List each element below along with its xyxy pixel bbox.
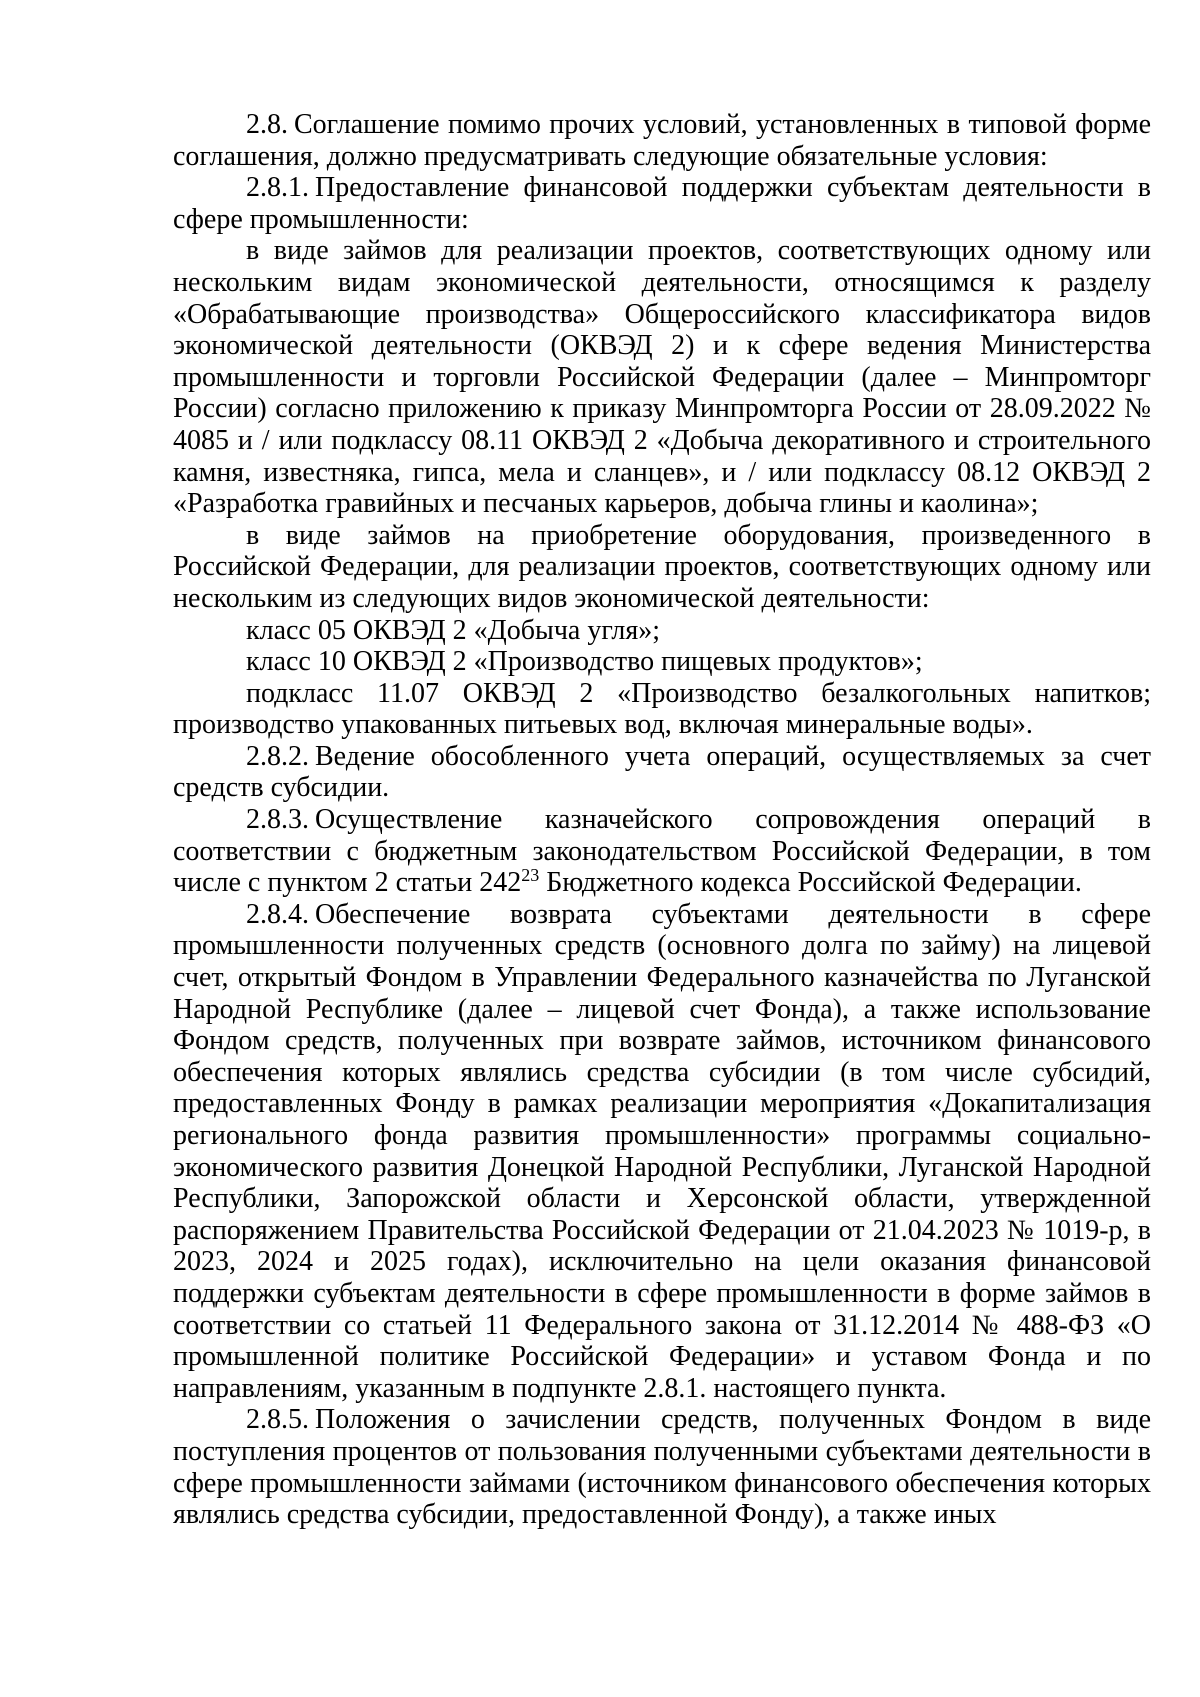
paragraph-text: Осуществление казначейского сопровождения операций в соответствии с бюджетным законодательством Российской Федерации, в том числе с пунктом 2 статьи 242	[173, 804, 1151, 899]
paragraph-text: Положения о зачислении средств, полученных Фондом в виде поступления процентов от пользования полученными субъектами деятельности в сфере промышленности займами (источником финансового обеспечения которых являлись средства субсидии, предоставленной Фонду), а также иных	[173, 1404, 1151, 1531]
paragraph-text: Обеспечение возврата субъектами деятельности в сфере промышленности полученных средств (основного долга по займу) на лицевой счет, открытый Фондом в Управлении Федерального казначейства по Луганской Народной Республике (далее – лицевой счет Фонда), а также использование Фондом средств, полученных при возврате займов, источником финансового обеспечения которых являлись средства субсидии (в том числе субсидий, предоставленных Фонду в рамках реализации мероприятия «Докапитализация регионального фонда развития промышленности» программы социально-экономического развития Донецкой Народной Республики, Луганской Народной Республики, Запорожской области и Херсонской области, утвержденной распоряжением Правительства Российской Федерации от 21.04.2023 № 1019-р, в 2023, 2024 и 2025 годах), исключительно на цели оказания финансовой поддержки субъектам деятельности в сфере промышленности в форме займов в соответствии со статьей 11 Федерального закона от 31.12.2014 № 488-ФЗ «О промышленной политике Российской Федерации» и уставом Фонда и по направлениям, указанным в подпункте 2.8.1. настоящего пункта.	[173, 898, 1151, 1404]
list-item-subclass-11-07	[173, 678, 1151, 741]
paragraph-number: 2.8.1.	[246, 172, 309, 204]
paragraph-text: Предоставление финансовой поддержки субъектам деятельности в сфере промышленности:	[173, 172, 1151, 235]
paragraph-2-8-4	[173, 899, 1151, 1405]
paragraph-number: 2.8.3.	[246, 804, 309, 836]
paragraph-text: в виде займов на приобретение оборудования, произведенного в Российской Федерации, для реализации проектов, соответствующих одному или нескольким из следующих видов экономической деятельности:	[173, 519, 1151, 614]
paragraph-number: 2.8.4.	[246, 898, 309, 930]
paragraph-loans-equipment	[173, 520, 1151, 615]
paragraph-2-8-1	[173, 172, 1151, 235]
paragraph-number: 2.8.2.	[246, 740, 309, 772]
superscript: 23	[521, 865, 540, 886]
paragraph-2-8-3	[173, 804, 1151, 899]
paragraph-text: Ведение обособленного учета операций, осуществляемых за счет средств субсидии.	[173, 740, 1151, 804]
paragraph-2-8-2	[173, 741, 1151, 804]
paragraph-loans-projects	[173, 235, 1151, 519]
list-item-class-10	[173, 646, 1151, 678]
document-page	[173, 109, 1151, 1531]
paragraph-2-8-5	[173, 1404, 1151, 1530]
paragraph-text: в виде займов для реализации проектов, соответствующих одному или нескольким видам экономической деятельности, относящимся к разделу «Обрабатывающие производства» Общероссийского классификатора видов экономической деятельности (ОКВЭД 2) и к сфере ведения Министерства промышленности и торговли Российской Федерации (далее – Минпромторг России) согласно приложению к приказу Минпромторга России от 28.09.2022 № 4085 и / или подклассу 08.11 ОКВЭД 2 «Добыча декоративного и строительного камня, известняка, гипса, мела и сланцев», и / или подклассу 08.12 ОКВЭД 2 «Разработка гравийных и песчаных карьеров, добыча глины и каолина»;	[173, 235, 1151, 520]
paragraph-text: класс 05 ОКВЭД 2 «Добыча угля»;	[246, 614, 661, 646]
paragraph-2-8	[173, 109, 1151, 172]
paragraph-text: класс 10 ОКВЭД 2 «Производство пищевых продуктов»;	[246, 646, 923, 678]
paragraph-text-tail: Бюджетного кодекса Российской Федерации.	[539, 867, 1082, 899]
paragraph-number: 2.8.	[246, 109, 288, 140]
paragraph-number: 2.8.5.	[246, 1404, 309, 1436]
list-item-class-05	[173, 615, 1151, 647]
paragraph-text: Соглашение помимо прочих условий, установленных в типовой форме соглашения, должно предусматривать следующие обязательные условия:	[173, 109, 1151, 172]
paragraph-text: подкласс 11.07 ОКВЭД 2 «Производство безалкогольных напитков; производство упакованных питьевых вод, включая минеральные воды».	[173, 677, 1151, 741]
